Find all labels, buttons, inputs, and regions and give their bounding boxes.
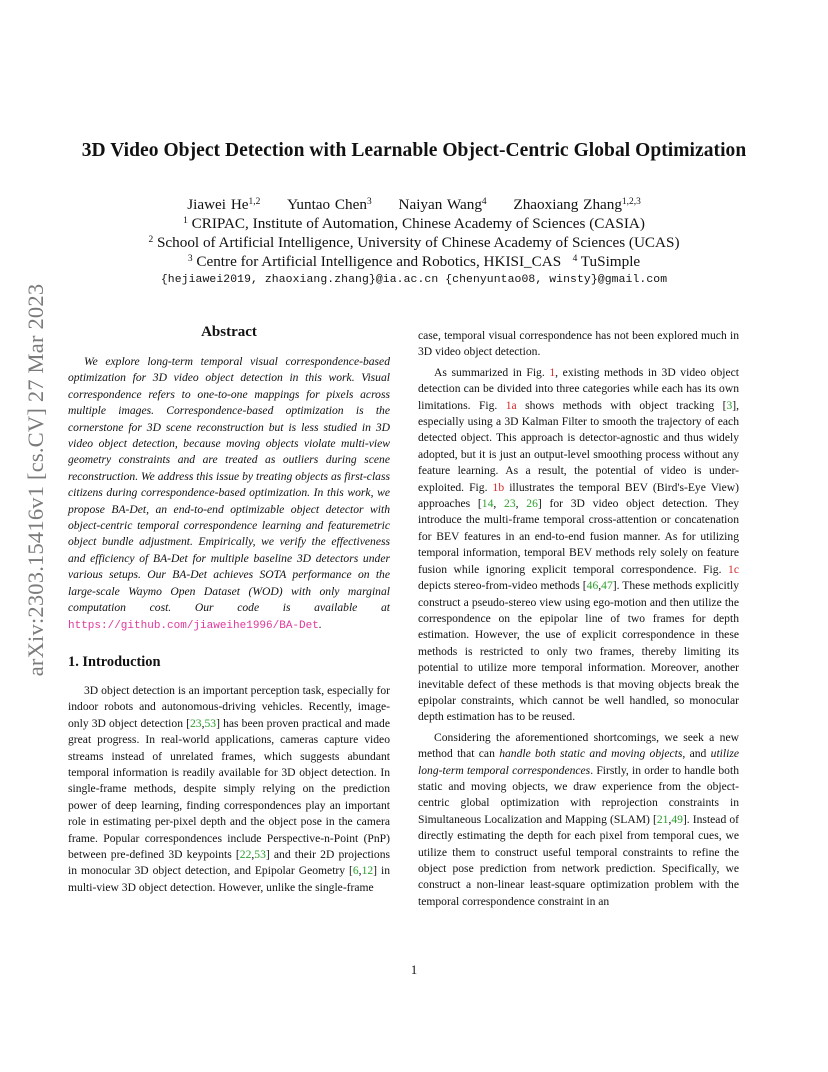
citation-link[interactable]: 53 bbox=[204, 716, 217, 730]
right-paragraph-0: case, temporal visual correspondence has not been explored much in 3D video object detection. bbox=[418, 329, 739, 359]
citation-link[interactable]: 26 bbox=[526, 497, 538, 511]
citation-link[interactable]: 22 bbox=[239, 847, 252, 861]
citation-link[interactable]: 46 bbox=[586, 579, 599, 593]
affiliation-3-4: $^3$ Centre for Artificial Intelligence and Robotics, HKISI_CAS $^4$ TuSimple bbox=[187, 253, 641, 270]
citation-link[interactable]: 53 bbox=[254, 847, 266, 861]
intro-paragraph-1: 3D object detection is an important perception task, especially for indoor robots and autonomous-driving vehicles. Recently, image-only 3D object detection [23,53] has been proven practical and made great progress. In real-world applications, cameras capture video streams instead of unrelated frames, which suggests abundant temporal information is readily available for 3D object detection. In single-frame methods, despite simply relying on the prediction power of deep learning, finding correspondences play an important role in estimating per-pixel depth and the object pose in the camera frame. Popular correspondences include Perspective-n-Point (PnP) between pre-defined 3D keypoints [22,53] and their 2D projections in monocular 3D object detection, and Epipolar Geometry [6,12] in multi-view 3D object detection. However, unlike the single-frame bbox=[68, 683, 391, 894]
citation-link[interactable]: 3 bbox=[726, 398, 733, 412]
affiliation-2: $^2$ School of Artificial Intelligence, University of Chinese Academy of Sciences (UCAS) bbox=[148, 234, 680, 251]
abstract-heading: Abstract bbox=[201, 324, 257, 340]
page-number: 1 bbox=[410, 963, 418, 977]
author[interactable]: Zhaoxiang Zhang$^{1,2,3}$ bbox=[513, 196, 641, 213]
figure-ref-link[interactable]: 1c bbox=[728, 562, 739, 576]
figure-ref-link[interactable]: 1 bbox=[549, 365, 556, 379]
citation-link[interactable]: 6 bbox=[352, 864, 359, 878]
citation-link[interactable]: 14 bbox=[481, 497, 494, 511]
section-heading-introduction: 1. Introduction bbox=[68, 653, 161, 670]
citation-link[interactable]: 47 bbox=[601, 579, 613, 593]
author-emails[interactable]: {hejiawei2019, zhaoxiang.zhang}@ia.ac.cn {chenyuntao08, winsty}@gmail.com bbox=[160, 274, 668, 286]
abstract-text: We explore long-term temporal visual correspondence-based optimization for 3D video object detection in this work. Visual correspondence refers to one-to-one mappings for pixels across multiple images. Correspondence-based optimization is the cornerstone for 3D scene reconstruction but is less studied in 3D video object detection, because moving objects violate multi-view geometry constraints and are treated as outliers during scene reconstruction. We address this issue by treating objects as first-class citizens during correspondence-based optimization. In this work, we propose BA-Det, an end-to-end optimizable object detector with object-centric temporal correspondence learning and featuremetric object bundle adjustment. Empirically, we verify the effectiveness and efficiency of BA-Det for multiple baseline 3D detectors under various setups. Our BA-Det achieves SOTA performance on the large-scale Waymo Open Dataset (WOD) with only marginal computation cost. Our code is available at https://github.com/jiaweihe1996/BA-Det. bbox=[68, 355, 390, 632]
citation-link[interactable]: 21 bbox=[656, 812, 669, 826]
figure-ref-link[interactable]: 1b bbox=[492, 480, 505, 494]
paper-title: 3D Video Object Detection with Learnable Object-Centric Global Optimization bbox=[81, 140, 747, 161]
author-list bbox=[0, 196, 828, 214]
affiliation-1: $^1$ CRIPAC, Institute of Automation, Chinese Academy of Sciences (CASIA) bbox=[183, 215, 645, 232]
figure-ref-link[interactable]: 1a bbox=[505, 398, 517, 412]
left-column bbox=[68, 324, 390, 896]
arxiv-stamp: arXiv:2303.15416v1 [cs.CV] 27 Mar 2023 bbox=[23, 283, 48, 677]
right-column bbox=[418, 328, 739, 910]
citation-link[interactable]: 12 bbox=[361, 864, 374, 878]
citation-link[interactable]: 23 bbox=[504, 497, 516, 511]
right-paragraph-2: Considering the aforementioned shortcomings, we seek a new method that can handle both static and moving objects, and utilize long-term temporal correspondences. Firstly, in order to handle both static and moving objects, we draw experience from the object-centric global optimization with reprojection constraints in Simultaneous Localization and Mapping (SLAM) [21,49]. Instead of directly estimating the depth for each pixel from temporal cues, we utilize them to construct useful temporal constraints to refine the object pose prediction from network prediction. Specifically, we construct a non-linear least-square optimization problem with the temporal correspondence constraint in an bbox=[418, 730, 739, 908]
author[interactable]: Naiyan Wang$^4$ bbox=[398, 196, 487, 213]
right-paragraph-1: As summarized in Fig. 1, existing methods in 3D video object detection can be divided into three categories while each has its own limitations. Fig. 1a shows methods with object tracking [3], especially using a 3D Kalman Filter to smooth the trajectory of each detected object. This approach is detector-agnostic and thus widely adopted, but it is just an output-level smoothing process without any feature learning. As a result, the potential of video is under-exploited. Fig. 1b illustrates the temporal BEV (Bird's-Eye View) approaches [14, 23, 26] for 3D video object detection. They introduce the multi-frame temporal cross-attention or concatenation for BEV features in an end-to-end fusion manner. As for utilizing temporal information, temporal BEV methods rely solely on feature fusion while ignoring explicit temporal correspondence. Fig. 1c depicts stereo-from-video methods [46,47]. These methods explicitly construct a pseudo-stereo view using ego-motion and then utilize the correspondence on the epipolar line of two frames for depth estimation. However, the use of explicit correspondence in these methods is restricted to only two frames, thereby limiting its potential to utilize more temporal information. Moreover, another inevitable defect of these methods is that moving objects break the epipolar constraints, which cannot be well handled, so monocular depth estimation has to be reused. bbox=[418, 365, 740, 724]
citation-link[interactable]: 49 bbox=[671, 812, 683, 826]
code-url-link[interactable]: https://github.com/jiaweihe1996/BA-Det bbox=[68, 619, 319, 632]
citation-link[interactable]: 23 bbox=[189, 716, 202, 730]
author[interactable]: Jiawei He$^{1,2}$ bbox=[187, 196, 261, 213]
author[interactable]: Yuntao Chen$^3$ bbox=[287, 196, 372, 213]
